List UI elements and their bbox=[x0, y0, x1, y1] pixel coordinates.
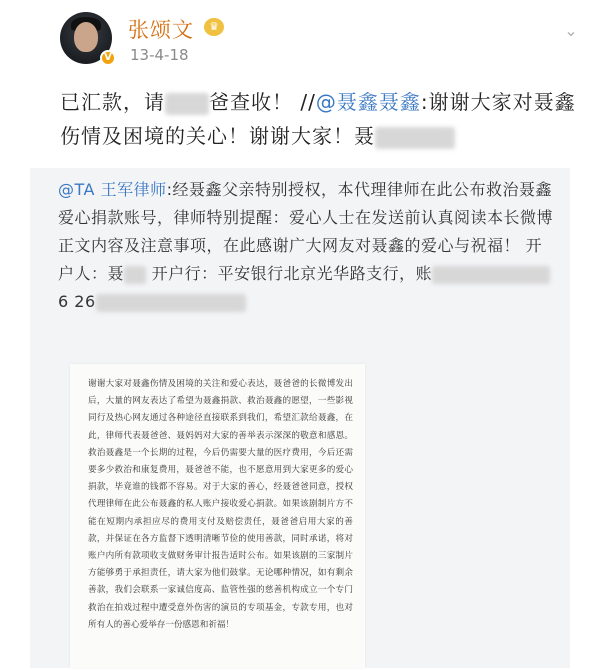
redacted-text bbox=[96, 294, 246, 312]
repost-card[interactable] bbox=[30, 168, 570, 668]
post-text-part3: :谢谢大家对聂鑫伤情及困境的关心！谢谢大家！聂 bbox=[60, 90, 576, 148]
post-text-part1: 已汇款，请 bbox=[60, 90, 165, 114]
post-body bbox=[60, 85, 580, 153]
long-weibo-image[interactable] bbox=[70, 364, 365, 668]
vip-crown-icon: ♛ bbox=[204, 18, 224, 36]
repost-body bbox=[58, 176, 558, 316]
redacted-text bbox=[165, 93, 209, 115]
repost-text-acct-end: 6 bbox=[58, 292, 69, 311]
chevron-down-icon[interactable]: ⌄ bbox=[564, 21, 578, 40]
post-date[interactable]: 13-4-18 bbox=[130, 46, 189, 64]
redacted-text bbox=[124, 266, 146, 284]
username[interactable]: 张颂文 bbox=[128, 18, 194, 42]
repost-text-main: :经聂鑫父亲特别授权，本代理律师在此公布救治聂鑫爱心捐款账号，律师特别提醒：爱心人士在发送前认真阅读本长微博正文内容及注意事项，在此感谢广大网友对聂鑫的爱心与祝福！ 开户人：聂 bbox=[58, 180, 554, 283]
long-weibo-text: 谢谢大家对聂鑫伤情及困境的关注和爱心表达，聂爸爸的长微博发出后，大量的网友表达了希望为聂鑫捐款、救治聂鑫的愿望，一些影视同行及热心网友通过各种途径直接联系到我们，希望汇款给聂鑫，在此，律师代表聂爸爸、聂妈妈对大家的善举表示深深的敬意和感恩。救治聂鑫是一个长期的过程，今后仍需要大量的医疗费用，今后还需要多少救治和康复费用，聂爸爸不能，也不愿意用到大家更多的爱心捐款，毕竟谁的钱都不容易。对于大家的善心，经聂爸爸同意，授权代理律师在此公布聂鑫的私人账户接收爱心捐款。如果该剧制片方不能在短期内承担应尽的费用支付及赔偿责任，聂爸爸启用大家的善款，并保证在各方监督下透明清晰节俭的使用善款，同时承诺，将对账户内所有款项收支做财务审计报告适时公布。如果该剧的三家制片方能够勇于承担责任，请大家为他们鼓掌。无论哪种情况，如有剩余善款，我们会联系一家诚信度高、监管性强的慈善机构成立一个专门救治在拍戏过程中遭受意外伤害的演员的专项基金，专款专用，也对所有人的善心爱举存一份感恩和祈福！ bbox=[88, 379, 353, 630]
mention-link[interactable]: @聂鑫聂鑫 bbox=[315, 90, 421, 114]
redacted-text bbox=[432, 266, 550, 284]
post-text-part2: 爸查收！ // bbox=[209, 90, 316, 114]
post-header bbox=[60, 12, 580, 72]
redacted-text bbox=[375, 127, 455, 149]
repost-mention-link[interactable]: @TA 王军律师 bbox=[58, 180, 167, 199]
repost-text-acct-start: 26 bbox=[74, 292, 96, 311]
avatar-face bbox=[74, 22, 98, 52]
repost-text-bank: 开户行：平安银行北京光华路支行，账 bbox=[151, 264, 433, 283]
verified-badge-icon: V bbox=[100, 50, 116, 66]
